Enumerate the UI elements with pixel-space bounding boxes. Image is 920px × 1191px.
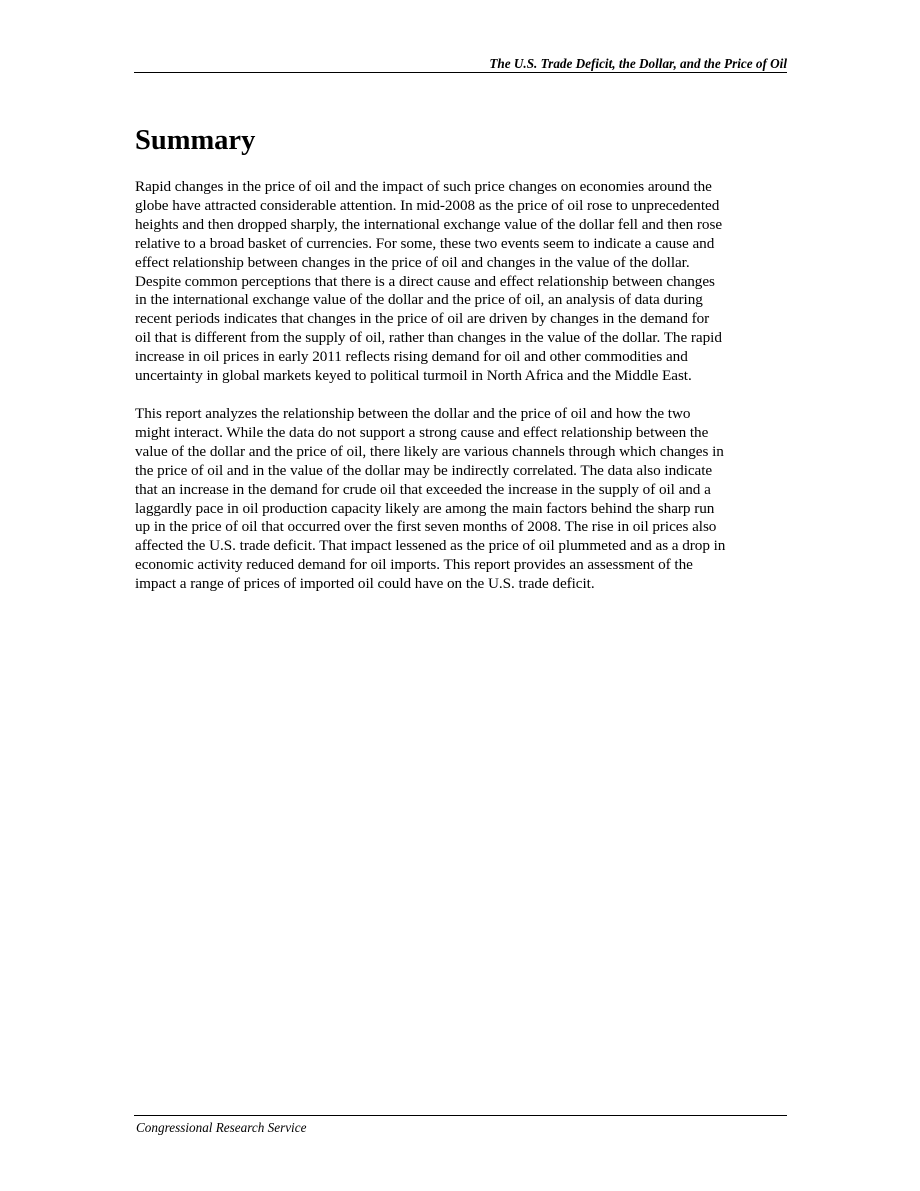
paragraph-line: Rapid changes in the price of oil and the impact of such price changes on economies around the [135,178,712,195]
paragraph-line: affected the U.S. trade deficit. That impact lessened as the price of oil plummeted and as a drop in [135,537,726,555]
footer-text: Congressional Research Service [136,1120,307,1135]
paragraph-line: recent periods indicates that changes in the price of oil are driven by changes in the demand for [135,310,710,328]
paragraph-line: value of the dollar and the price of oil, there likely are various channels through which changes in [135,442,724,460]
paragraph-line: economic activity reduced demand for oil imports. This report provides an assessment of the [135,556,693,574]
paragraph-line: uncertainty in global markets keyed to political turmoil in North Africa and the Middle East. [135,367,692,385]
section-title: Summary [135,125,256,156]
paragraph-line: globe have attracted considerable attention. In mid-2008 as the price of oil rose to unprecedented [135,196,720,214]
running-header: The U.S. Trade Deficit, the Dollar, and the Price of Oil [489,56,787,71]
paragraph-line: oil that is different from the supply of oil, rather than changes in the value of the dollar. The rapid [135,329,722,347]
paragraph-line: heights and then dropped sharply, the international exchange value of the dollar fell and then rose [135,215,723,233]
paragraph-line: This report analyzes the relationship between the dollar and the price of oil and how the two [135,405,691,422]
summary-paragraph-1 [135,178,795,386]
paragraph-line: relative to a broad basket of currencies. For some, these two events seem to indicate a cause and [135,234,715,252]
paragraph-line: the price of oil and in the value of the dollar may be indirectly correlated. The data also indicate [135,461,713,479]
paragraph-line: effect relationship between changes in the price of oil and changes in the value of the dollar. [135,253,690,271]
paragraph-line: laggardly pace in oil production capacity likely are among the main factors behind the sharp run [135,499,715,517]
paragraph-line: up in the price of oil that occurred over the first seven months of 2008. The rise in oil prices also [135,518,717,536]
footer-divider [134,1115,787,1116]
paragraph-line: impact a range of prices of imported oil could have on the U.S. trade deficit. [135,575,595,593]
paragraph-line: increase in oil prices in early 2011 reflects rising demand for oil and other commodities and [135,348,688,366]
paragraph-line: might interact. While the data do not support a strong cause and effect relationship between the [135,423,709,441]
summary-paragraph-2 [135,405,795,594]
paragraph-line: that an increase in the demand for crude oil that exceeded the increase in the supply of oil and a [135,480,711,498]
paragraph-line: Despite common perceptions that there is a direct cause and effect relationship between changes [135,272,715,290]
paragraph-line: in the international exchange value of the dollar and the price of oil, an analysis of data during [135,291,703,309]
header-divider [134,72,787,73]
